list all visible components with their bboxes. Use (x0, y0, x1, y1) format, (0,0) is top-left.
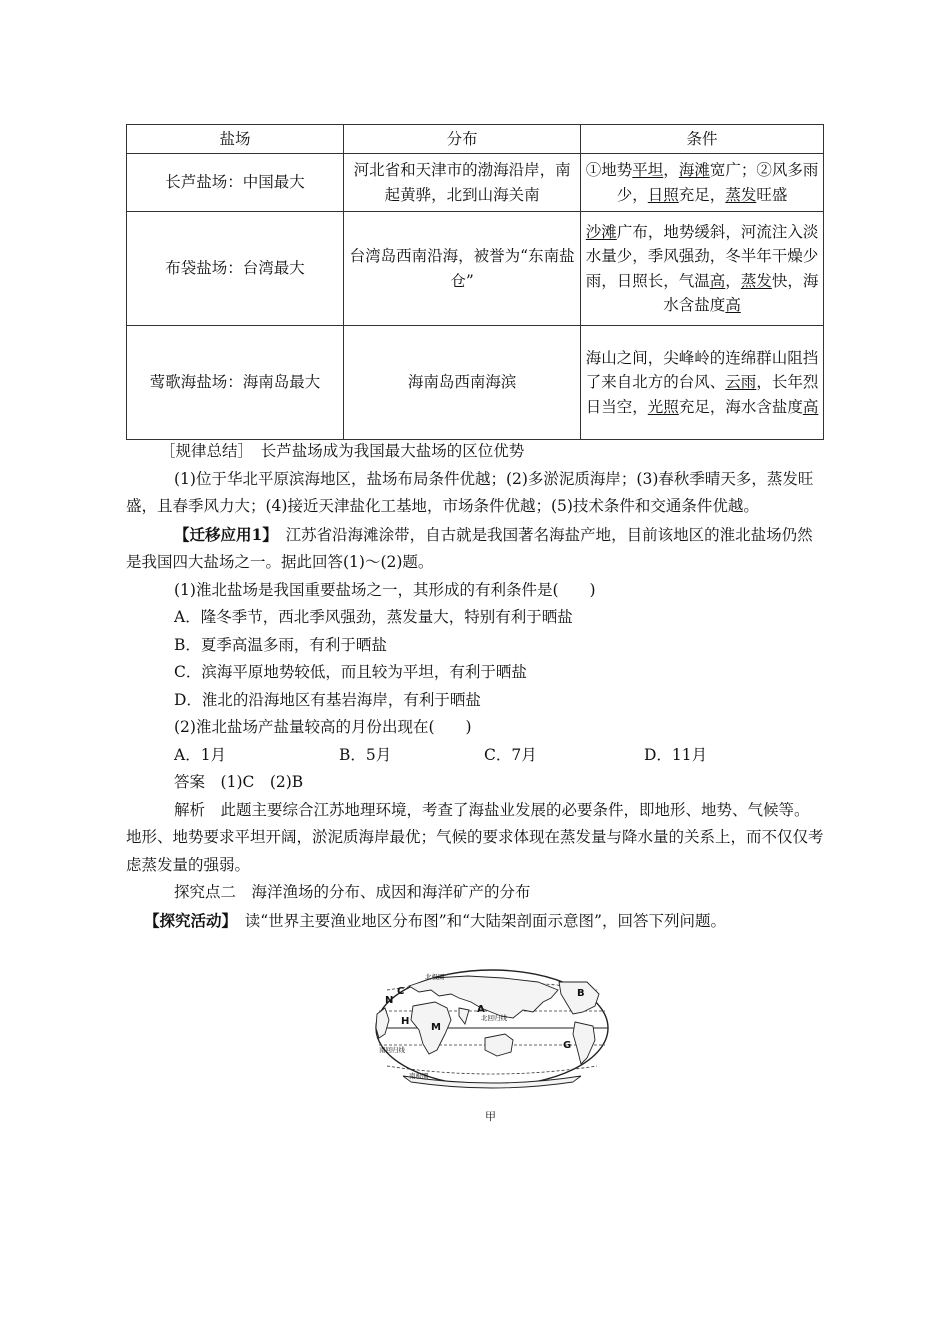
salt-field-distribution: 河北省和天津市的渤海沿岸，南起黄骅，北到山海关南 (344, 154, 581, 212)
salt-field-table (126, 124, 824, 440)
question-2-option: C．7月 (484, 745, 537, 764)
cond-underlined: 沙滩 (585, 223, 617, 242)
question-1-option-b: B．夏季高温多雨，有利于晒盐 (174, 635, 387, 654)
label-B: B (577, 988, 585, 999)
cond-text: ， (663, 161, 679, 180)
cond-text: 快，海水含盐度 (663, 271, 819, 314)
answer-label: 答案 (174, 773, 206, 791)
table-header-cell: 条件 (581, 125, 824, 154)
cond-text: ， (725, 271, 741, 290)
cond-underlined: 高 (709, 271, 726, 290)
cond-underlined: 日照 (647, 185, 679, 204)
label-tropic-north: 北回归线 (481, 1014, 507, 1022)
cond-text: 充足，海水含盐度 (678, 397, 803, 416)
table-row (127, 212, 824, 326)
cond-underlined: 高 (802, 397, 819, 416)
world-map-figure (373, 968, 611, 1126)
cond-text: 广布，地势缓斜，河流注入淡水量少，季风强劲，冬半年干燥少雨，日照长，气温 (585, 223, 819, 290)
cond-text: 宽广；②风多雨少， (616, 161, 819, 204)
cond-underlined: 蒸发 (725, 185, 757, 204)
cond-text: 充足， (678, 185, 726, 204)
table-header-cell: 盐场 (127, 125, 344, 154)
cond-underlined: 高 (725, 295, 741, 314)
question-2: (2)淮北盐场产盐量较高的月份出现在( ) (174, 718, 472, 736)
salt-field-name: 布袋盐场：台湾最大 (127, 212, 344, 326)
summary-title: ［规律总结］ 长芦盐场成为我国最大盐场的区位优势 (160, 442, 525, 460)
summary-body: (1)位于华北平原滨海地区，盐场布局条件优越；(2)多淤泥质海岸；(3)春秋季晴天多，蒸发旺盛，且春季风力大；(4)接近天津盐化工基地，市场条件优越；(5)技术条件和交通条件优越。 (126, 469, 814, 515)
cond-underlined: 平坦 (632, 161, 664, 180)
cond-underlined: 光照 (647, 397, 679, 416)
cond-text: 旺盛 (756, 185, 788, 204)
analysis-text: 此题主要综合江苏地理环境，考查了海盐业发展的必要条件，即地形、地势、气候等。地形、地势要求平坦开阔，淤泥质海岸最优；气候的要求体现在蒸发量与降水量的关系上，而不仅仅考虑蒸发量的强弱。 (126, 800, 824, 874)
salt-field-name: 莺歌海盐场：海南岛最大 (127, 326, 344, 440)
label-N: N (385, 995, 394, 1006)
label-A: A (477, 1004, 485, 1015)
salt-field-conditions (581, 154, 824, 212)
world-fishery-map (373, 968, 611, 1126)
question-2-options (144, 742, 824, 770)
question-2-option: A．1月 (174, 745, 227, 764)
salt-field-conditions (581, 212, 824, 326)
label-antarctic-circle: 南极圈 (409, 1072, 429, 1080)
label-C: C (397, 986, 405, 997)
table-row (127, 326, 824, 440)
explore-point-heading: 探究点二 海洋渔场的分布、成因和海洋矿产的分布 (174, 883, 531, 901)
salt-field-distribution: 海南岛西南海滨 (344, 326, 581, 440)
label-G: G (563, 1040, 572, 1051)
transfer-label: 【迁移应用1】 (174, 524, 271, 544)
transfer-intro: 江苏省沿海滩涂带，自古就是我国著名海盐产地，目前该地区的淮北盐场仍然是我国四大盐场之一。据此回答(1)～(2)题。 (126, 525, 813, 571)
salt-field-distribution: 台湾岛西南沿海，被誉为“东南盐仓” (344, 212, 581, 326)
question-2-option: B．5月 (339, 745, 392, 764)
salt-field-conditions (581, 326, 824, 440)
transfer-paragraph (126, 521, 824, 577)
cond-underlined: 蒸发 (740, 271, 772, 290)
question-1-option-c: C．滨海平原地势较低，而且较为平坦，有利于晒盐 (174, 663, 527, 681)
answer-value: (1)C (2)B (220, 773, 304, 791)
map-caption: 甲 (485, 1110, 496, 1123)
cond-underlined: 云雨 (725, 373, 757, 392)
table-row (127, 154, 824, 212)
question-1-option-a: A．隆冬季节，西北季风强劲，蒸发量大，特别有利于晒盐 (174, 608, 573, 626)
question-1: (1)淮北盐场是我国重要盐场之一，其形成的有利条件是( ) (174, 580, 596, 599)
cond-text: 海山之间，尖峰岭的连绵群山阻挡了来自北方的台风、 (585, 349, 819, 392)
analysis-label: 解析 (174, 800, 206, 819)
cond-text: ①地势 (585, 161, 633, 180)
label-H: H (401, 1016, 410, 1027)
question-1-option-d: D．淮北的沿海地区有基岩海岸，有利于晒盐 (174, 690, 481, 709)
table-header-row (127, 125, 824, 154)
label-tropic-south: 南回归线 (379, 1046, 405, 1054)
question-2-option: D．11月 (644, 745, 708, 764)
explore-activity (144, 907, 824, 936)
table-header-cell: 分布 (344, 125, 581, 154)
label-arctic-circle: 北极圈 (425, 973, 445, 981)
body-text (126, 438, 824, 935)
explore-label: 【探究活动】 (144, 910, 230, 930)
salt-field-name: 长芦盐场：中国最大 (127, 154, 344, 212)
answer-line (144, 769, 824, 797)
cond-text: ，长年烈日当空， (585, 373, 819, 416)
label-M: M (431, 1022, 441, 1033)
analysis-paragraph (126, 797, 824, 880)
explore-text: 读“世界主要渔业地区分布图”和“大陆架剖面示意图”，回答下列问题。 (244, 911, 726, 930)
cond-underlined: 海滩 (678, 161, 710, 180)
